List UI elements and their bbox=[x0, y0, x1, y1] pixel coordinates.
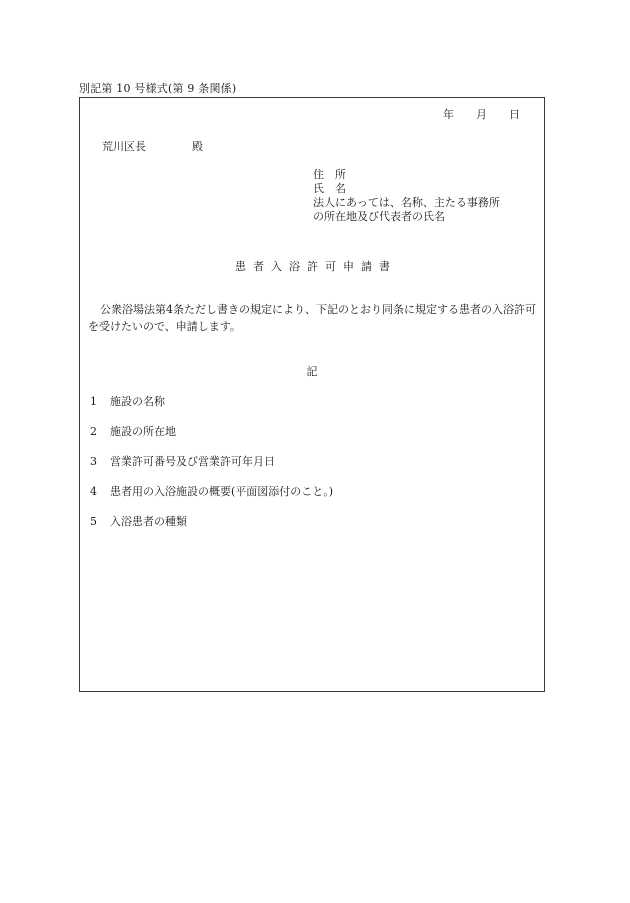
date-line bbox=[443, 106, 520, 122]
item-label: 入浴患者の種類 bbox=[110, 515, 187, 528]
applicant-corporate-note-2: の所在地及び代表者の氏名 bbox=[313, 210, 445, 223]
item-list bbox=[90, 393, 333, 543]
item-number: 2 bbox=[90, 425, 97, 438]
list-item bbox=[90, 393, 333, 423]
item-number: 3 bbox=[90, 455, 97, 468]
applicant-address-label: 住 所 bbox=[313, 168, 346, 181]
item-number: 5 bbox=[90, 515, 97, 528]
addressee-name: 荒川区長 bbox=[102, 140, 146, 153]
item-number: 1 bbox=[90, 395, 97, 408]
item-label: 患者用の入浴施設の概要(平面図添付のこと。) bbox=[110, 485, 334, 498]
list-item bbox=[90, 513, 333, 543]
document-title: 患者入浴許可申請書 bbox=[235, 260, 397, 273]
application-form-frame bbox=[79, 97, 545, 692]
applicant-corporate-note-1: 法人にあっては、名称、主たる事務所 bbox=[313, 196, 500, 209]
addressee bbox=[102, 138, 203, 154]
applicant-name-label: 氏 名 bbox=[313, 182, 346, 195]
item-label: 施設の名称 bbox=[110, 395, 165, 408]
addressee-honorific: 殿 bbox=[192, 140, 203, 153]
date-day: 日 bbox=[509, 108, 520, 121]
item-number: 4 bbox=[90, 485, 97, 498]
date-year: 年 bbox=[443, 108, 454, 121]
form-number-label: 別記第 10 号様式(第 9 条関係) bbox=[79, 82, 237, 95]
application-statement: 公衆浴場法第4条ただし書きの規定により、下記のとおり同条に規定する患者の入浴許可を受けたいので、申請します。 bbox=[88, 303, 536, 333]
date-month: 月 bbox=[476, 108, 487, 121]
list-item bbox=[90, 423, 333, 453]
ki-heading: 記 bbox=[306, 365, 318, 378]
item-label: 営業許可番号及び営業許可年月日 bbox=[110, 455, 275, 468]
list-item bbox=[90, 483, 333, 513]
list-item bbox=[90, 453, 333, 483]
item-label: 施設の所在地 bbox=[110, 425, 176, 438]
applicant-block bbox=[313, 168, 500, 224]
